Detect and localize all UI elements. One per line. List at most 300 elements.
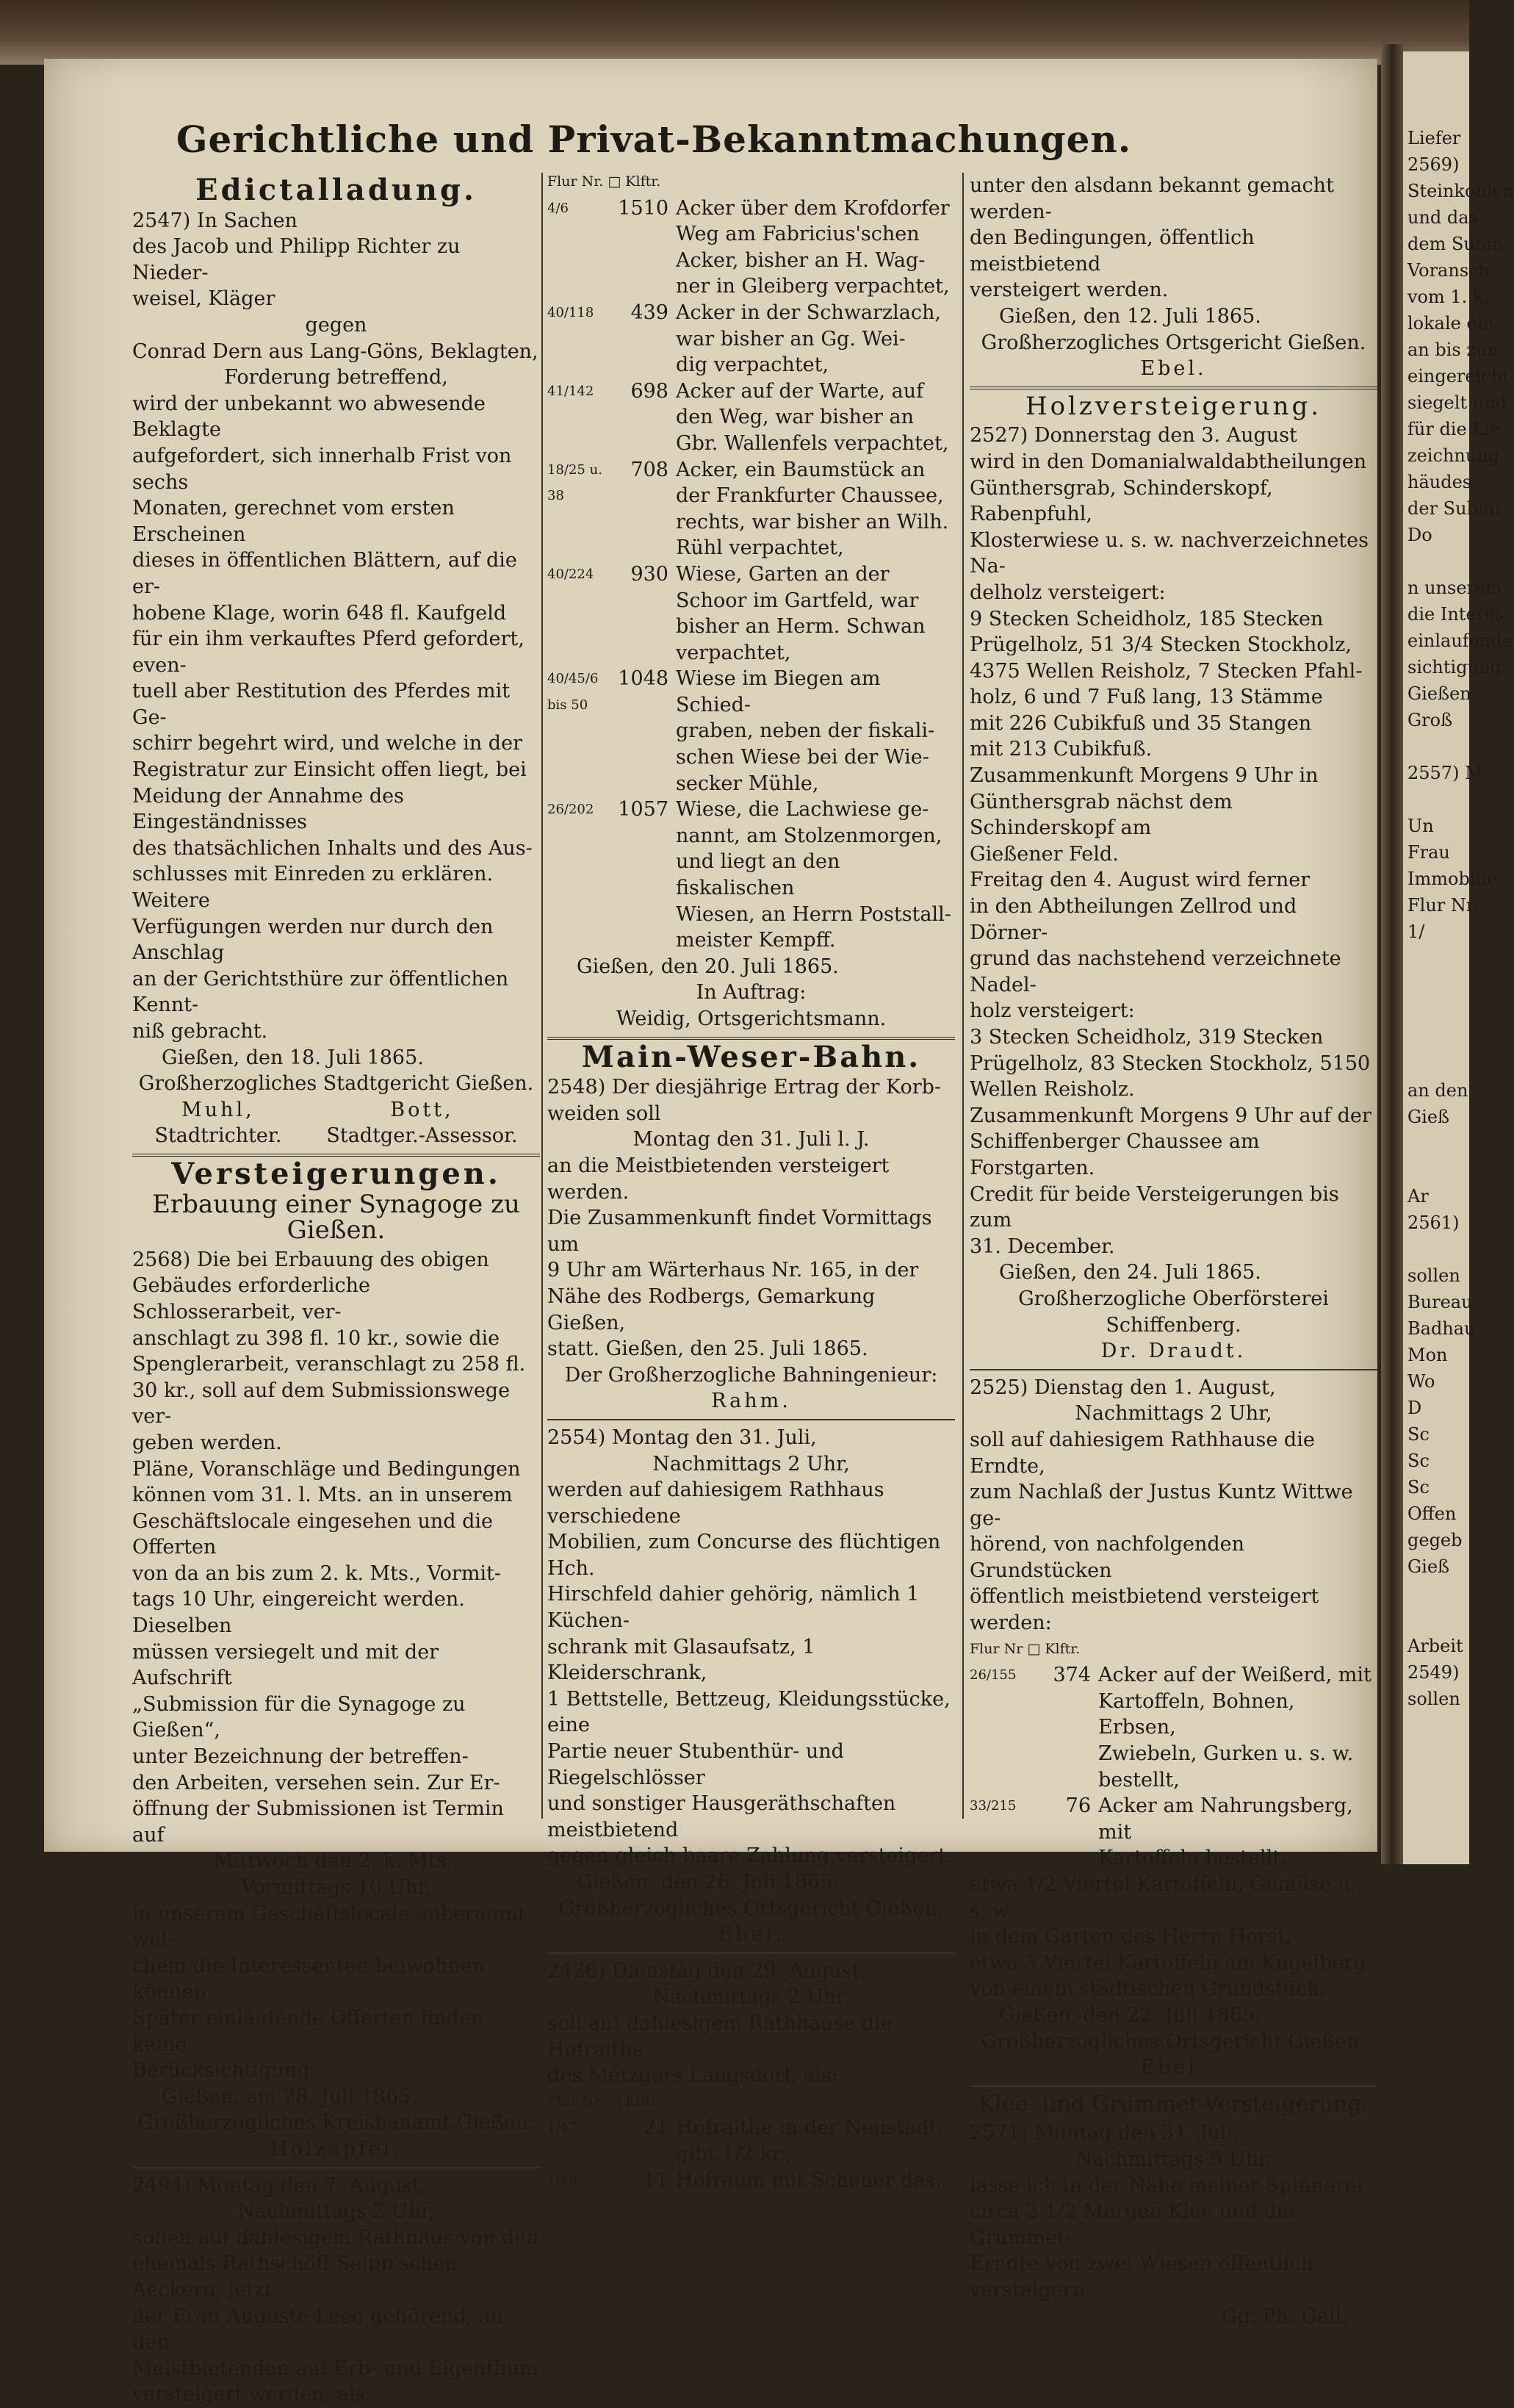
notice-divider xyxy=(132,2167,540,2168)
parcel-description-line: Weg am Fabricius'schen xyxy=(676,223,920,246)
parcel-flur: 4/6 xyxy=(547,200,569,216)
parcel-description xyxy=(676,561,955,666)
parcel-table xyxy=(970,1662,1377,1872)
parcel-size: 1048 xyxy=(618,667,668,691)
adjacent-page-line: an bis zun xyxy=(1407,339,1499,360)
text-line: Zusammenkunft Morgens 9 Uhr in xyxy=(970,764,1319,788)
parcel-table xyxy=(547,195,955,954)
parcel-description xyxy=(676,666,955,797)
parcel-description-line: nannt, am Stolzenmorgen, xyxy=(676,824,942,847)
parcel-row xyxy=(547,797,955,954)
parcel-size: 930 xyxy=(630,562,668,586)
text-line: für ein ihm verkauftes Pferd gefordert, even- xyxy=(132,628,525,677)
adjacent-page-line: siegelt und xyxy=(1407,392,1507,413)
text-line: 2527) Donnerstag den 3. August xyxy=(970,424,1297,448)
text-line: öffnung der Submissionen ist Termin auf xyxy=(132,1797,504,1847)
text-line: unter Bezeichnung der betreffen- xyxy=(132,1745,469,1769)
text-line: gegen xyxy=(305,313,367,337)
adjacent-page-line: D xyxy=(1407,1398,1422,1418)
text-line: Monaten, gerechnet vom ersten Erscheinen xyxy=(132,497,455,546)
parcel-size: 11 xyxy=(643,2168,668,2192)
railway-text xyxy=(547,1074,955,1362)
adjacent-page-line xyxy=(1403,548,1469,575)
text-line: Nachmittags 5 Uhr, xyxy=(1075,2147,1272,2171)
parcel-size: 708 xyxy=(630,458,668,481)
text-line: Nachmittags 2 Uhr, xyxy=(237,2200,435,2224)
text-line: 9 Uhr am Wärterhaus Nr. 165, in der xyxy=(547,1259,919,1282)
adjacent-page-text xyxy=(1403,51,1514,1712)
auctions-heading: Versteigerungen. xyxy=(171,1156,501,1191)
text-line: wird in den Domanialwaldabtheilungen xyxy=(970,450,1367,473)
text-line: von da an bis zum 2. k. Mts., Vormit- xyxy=(132,1561,502,1585)
adjacent-page-line: 2569) xyxy=(1407,154,1460,175)
column-middle xyxy=(547,169,955,2193)
text-line: 2426) Dienstag den 29. August, xyxy=(547,1959,866,1983)
adjacent-page-line: Groß xyxy=(1407,710,1453,730)
adjacent-page-line: zeichnung xyxy=(1407,445,1500,466)
adjacent-page-line: sollen xyxy=(1407,1265,1460,1286)
parcel-row xyxy=(547,195,955,300)
adjacent-page-line xyxy=(1403,1051,1469,1077)
clover-text xyxy=(970,2120,1377,2303)
parcel-description-line: bestellt, xyxy=(1098,1768,1180,1791)
text-line: Partie neuer Stubenthür- und Riegelschlösser xyxy=(547,1740,844,1789)
parcel-description-line: verpachtet, xyxy=(676,641,791,664)
adjacent-page-line: lokale ein xyxy=(1407,313,1494,334)
text-line: Günthersgrab nächst dem Schinderskopf am xyxy=(970,790,1233,840)
parcel-size: 1510 xyxy=(618,196,668,220)
text-line: statt. Gießen, den 25. Juli 1865. xyxy=(547,1337,868,1361)
adjacent-page-line: Gieß xyxy=(1407,1107,1450,1127)
parcel-row xyxy=(547,561,955,666)
wood-heading: Holzversteigerung. xyxy=(1025,391,1322,421)
text-line: Mobilien, zum Concurse des flüchtigen Hch. xyxy=(547,1531,941,1580)
text-line: Gebäudes erforderliche Schlosserarbeit, ver- xyxy=(132,1274,370,1323)
text-line: 2568) Die bei Erbauung des obigen xyxy=(132,1248,489,1271)
parcel-flur: 40/224 xyxy=(547,566,594,582)
edict-date: Gießen, den 18. Juli 1865. xyxy=(162,1046,424,1069)
parcel-description-line: gibt 1/2 kr., xyxy=(676,2142,793,2166)
signer-title: Stadtrichter. xyxy=(154,1124,282,1148)
notice-2525-signer: Ebel. xyxy=(1140,2056,1207,2080)
railway-heading: Main-Weser-Bahn. xyxy=(581,1039,921,1074)
adjacent-page-line: 1/ xyxy=(1407,921,1425,942)
parcel-description-line: der Frankfurter Chaussee, xyxy=(676,484,944,508)
text-line: 2525) Dienstag den 1. August, xyxy=(970,1376,1276,1399)
text-line: 2571) Montag den 31. Juli, xyxy=(970,2121,1239,2145)
notice-divider xyxy=(547,1952,955,1954)
text-line: schrank mit Glasaufsatz, 1 Kleiderschrank, xyxy=(547,1635,815,1685)
parcel-description-line: Acker auf der Warte, auf xyxy=(676,379,924,403)
text-line: tags 10 Uhr, eingereicht werden. Dieselben xyxy=(132,1588,465,1638)
column-left xyxy=(132,173,540,2408)
adjacent-page-line: Wo xyxy=(1407,1371,1435,1392)
parcel-description-line: Wiesen, an Herrn Poststall- xyxy=(676,902,951,926)
parcel-description-line: war bisher an Gg. Wei- xyxy=(676,327,906,351)
parcel-description-line: Gbr. Wallenfels verpachtet, xyxy=(676,431,949,455)
notice-2494-text xyxy=(132,2173,540,2408)
parcel-description-line: schen Wiese bei der Wie- xyxy=(676,746,929,769)
parcel-size: 698 xyxy=(630,379,668,403)
synagogue-date: Gießen, am 28. Juli 1865. xyxy=(162,2085,417,2108)
adjacent-page-line: Mon xyxy=(1407,1345,1448,1365)
parcel-description-line: rechts, war bisher an Wilh. xyxy=(676,510,949,533)
text-line: in unserem Geschäftslocale anberaumt, wel- xyxy=(132,1902,533,1952)
parcel-flur: 18/25 u. 38 xyxy=(547,461,602,504)
parcel-row xyxy=(970,1662,1377,1793)
text-line: Conrad Dern aus Lang-Göns, Beklagten, xyxy=(132,339,538,363)
text-line: 2554) Montag den 31. Juli, xyxy=(547,1426,817,1449)
adjacent-page-line: 2557) M xyxy=(1407,763,1483,783)
text-line: circa 2 1/2 Morgen Klee und die Grummet- xyxy=(970,2200,1295,2249)
text-line: 3 Stecken Scheidholz, 319 Stecken xyxy=(970,1026,1324,1049)
parcel-size: 76 xyxy=(1065,1794,1091,1818)
text-line: Nähe des Rodbergs, Gemarkung Gießen, xyxy=(547,1284,876,1334)
parcel-description-line: Acker über dem Krofdorfer xyxy=(676,196,950,220)
adjacent-page-line xyxy=(1403,1130,1469,1157)
text-line: weiden soll xyxy=(547,1101,661,1125)
parcel-description-line: Hofraum mit Scheuer das., xyxy=(676,2168,948,2192)
parcel-description-line: dig verpachtet, xyxy=(676,353,829,377)
parcel-description-line: ner in Gleiberg verpachtet, xyxy=(676,275,950,298)
adjacent-page-line: dem Subm xyxy=(1407,234,1503,254)
notice-2525-extra xyxy=(970,1872,1377,2002)
text-line: Verfügungen werden nur durch den Anschlag xyxy=(132,915,494,965)
notice-divider xyxy=(547,1419,955,1420)
wood-office: Großherzogliche Oberförsterei Schiffenberg. xyxy=(1018,1287,1329,1337)
adjacent-page-line: Un xyxy=(1407,816,1434,836)
notice-2554-date: Gießen, den 26. Juli 1865. xyxy=(577,1871,839,1894)
text-line: hobene Klage, worin 648 fl. Kaufgeld xyxy=(132,601,507,625)
signer-name: Muhl, xyxy=(181,1098,255,1121)
text-line: des Metzgers Langsdorf, als: xyxy=(547,2064,838,2088)
text-line: aufgefordert, sich innerhalb Frist von sechs xyxy=(132,444,512,494)
adjacent-page-line: Ar xyxy=(1407,1186,1429,1207)
parcel-flur: 26/202 xyxy=(547,802,594,818)
text-line: Pläne, Voranschläge und Bedingungen xyxy=(132,1457,521,1481)
text-line: 31. December. xyxy=(970,1234,1115,1258)
edict-heading: Edictalladung. xyxy=(195,173,477,207)
parcel-description xyxy=(1098,1662,1377,1793)
text-line: Die Zusammenkunft findet Vormittags um xyxy=(547,1207,932,1256)
text-line: 4375 Wellen Reisholz, 7 Stecken Pfahl- xyxy=(970,659,1363,683)
signature-block xyxy=(154,1097,281,1149)
text-line: zum Nachlaß der Justus Kuntz Wittwe ge- xyxy=(970,1481,1353,1530)
text-line: lasse ich in der Nähe meiner Spinnerei xyxy=(970,2174,1363,2197)
adjacent-page-line: Arbeit xyxy=(1407,1636,1463,1656)
parcel-description-line: Rühl verpachtet, xyxy=(676,536,844,560)
adjacent-page-line: eingereicht xyxy=(1407,366,1510,387)
text-line: Meistbietenden auf Erb- und Eigenthum xyxy=(132,2357,538,2380)
parcel-description xyxy=(676,378,955,457)
parcel-description-line: Wiese im Biegen am Schied- xyxy=(676,667,881,716)
text-line: niß gebracht. xyxy=(132,1020,268,1043)
adjacent-page-line: 2561) xyxy=(1407,1212,1460,1233)
text-line: Registratur zur Einsicht offen liegt, bei xyxy=(132,758,527,782)
text-line: in den Abtheilungen Zellrod und Dörner- xyxy=(970,895,1297,944)
page-masthead: Gerichtliche und Privat-Bekanntmachungen. xyxy=(176,118,1132,161)
parcel-row xyxy=(970,1793,1377,1872)
parcel-description-line: Wiese, Garten an der xyxy=(676,562,890,586)
adjacent-page-line: Badhau xyxy=(1407,1318,1476,1339)
parcel-description-line: Schoor im Gartfeld, war xyxy=(676,589,919,612)
parcel-description-line: Kartoffeln, Bohnen, Erbsen, xyxy=(1098,1689,1295,1739)
text-line: Meidung der Annahme des Eingeständnisses xyxy=(132,784,404,834)
text-line: holz, 6 und 7 Fuß lang, 13 Stämme xyxy=(970,686,1323,709)
text-line: 30 kr., soll auf dem Submissionswege ver- xyxy=(132,1379,511,1428)
text-line: 1 Bettstelle, Bettzeug, Kleidungsstücke, eine xyxy=(547,1687,951,1737)
text-line: 2547) In Sachen xyxy=(132,209,298,232)
parcel-description xyxy=(676,457,955,561)
adjacent-page-line: 2549) xyxy=(1407,1662,1460,1683)
text-line: geben werden. xyxy=(132,1431,282,1454)
text-line: Forderung betreffend, xyxy=(224,366,448,389)
text-line: delholz versteigert: xyxy=(970,581,1166,604)
text-line: Gießener Feld. xyxy=(970,842,1119,866)
railway-office: Der Großherzogliche Bahningenieur: xyxy=(564,1363,938,1387)
text-line: Prügelholz, 51 3/4 Stecken Stockholz, xyxy=(970,633,1352,657)
parcel-description-line: Acker auf der Weißerd, mit xyxy=(1098,1664,1371,1687)
parcel-description-line: Hofraithe in der Neustadt, xyxy=(676,2116,944,2140)
column-divider xyxy=(541,173,543,1819)
text-line: der Frau Auguste Leeo gehörend, an den xyxy=(132,2304,504,2354)
adjacent-page-line: Sc xyxy=(1407,1424,1430,1445)
wood-date: Gießen, den 24. Juli 1865. xyxy=(999,1261,1261,1284)
text-line: Nachmittags 2 Uhr, xyxy=(652,1985,850,2009)
parcel-table-header: Flur Nr. □ Klftr. xyxy=(547,2093,661,2110)
text-line: von einem städtischen Grundstück. xyxy=(970,1977,1326,2001)
text-line: Mittwoch den 2. k. Mts., xyxy=(212,1850,460,1873)
continued-date: Gießen, den 12. Juli 1865. xyxy=(999,304,1261,328)
clover-signer: Gg. Ph. Gail. xyxy=(1221,2304,1348,2328)
text-line: schirr begehrt wird, und welche in der xyxy=(132,732,522,755)
parcel-row xyxy=(547,2115,955,2167)
parcels-date: Gießen, den 20. Juli 1865. xyxy=(577,955,839,978)
clover-heading: Klee- und Grummet-Versteigerung. xyxy=(978,2091,1369,2117)
notice-2525-court: Großherzogliches Ortsgericht Gießen. xyxy=(981,2030,1366,2053)
text-line: des Jacob und Philipp Richter zu Nieder- xyxy=(132,235,461,284)
parcel-size: 374 xyxy=(1053,1664,1091,1687)
text-line: des thatsächlichen Inhalts und des Aus- xyxy=(132,836,533,860)
adjacent-page-line: Do xyxy=(1407,525,1432,545)
wood-text xyxy=(970,423,1377,1259)
parcel-flur: 33/215 xyxy=(970,1798,1017,1814)
parcel-description-line: meister Kempff. xyxy=(676,929,836,952)
text-line: Freitag den 4. August wird ferner xyxy=(970,869,1311,892)
parcel-flur: 40/118 xyxy=(547,304,594,320)
parcel-flur: 26/155 xyxy=(970,1667,1017,1683)
text-line: grund das nachstehend verzeichnete Nadel- xyxy=(970,947,1341,996)
parcel-description-line: Wiese, die Lachwiese ge- xyxy=(676,798,929,822)
adjacent-page-line xyxy=(1403,1024,1469,1051)
text-line: etwa 5 Viertel Kartoffeln am Kugelberg xyxy=(970,1951,1366,1974)
text-line: hörend, von nachfolgenden Grundstücken xyxy=(970,1533,1245,1582)
text-line: etwa 1/2 Viertel Kartoffeln, Gemüse u. s. w. xyxy=(970,1873,1357,1922)
signer-name: Bott, xyxy=(390,1098,454,1121)
text-line: an der Gerichtsthüre zur öffentlichen Kennt- xyxy=(132,967,509,1017)
text-line: Klosterwiese u. s. w. nachverzeichnetes Na- xyxy=(970,528,1369,578)
parcel-description xyxy=(676,2168,955,2194)
adjacent-page-line xyxy=(1403,971,1469,998)
text-line: Geschäftslocale eingesehen und die Offerten xyxy=(132,1509,493,1559)
parcel-description-line: Acker, bisher an H. Wag- xyxy=(676,248,926,272)
parcels-signer: Weidig, Ortsgerichtsmann. xyxy=(616,1007,887,1030)
text-line: Zusammenkunft Morgens 9 Uhr auf der xyxy=(970,1104,1371,1127)
section-divider xyxy=(547,1037,955,1040)
notice-divider xyxy=(970,2085,1377,2087)
parcel-description-line: graben, neben der fiskali- xyxy=(676,719,935,743)
parcel-row xyxy=(547,378,955,457)
book-edge xyxy=(0,0,1469,65)
adjacent-page-line: häudes, xyxy=(1407,472,1477,492)
parcel-row xyxy=(547,457,955,561)
notice-2525-text xyxy=(970,1375,1377,1636)
parcel-description-line: Acker in der Schwarzlach, xyxy=(676,301,941,324)
adjacent-page-line: Sc xyxy=(1407,1477,1430,1498)
notice-2554-signer: Ebel. xyxy=(718,1923,785,1947)
adjacent-page-line: Liefer xyxy=(1407,128,1461,148)
text-line: Hirschfeld dahier gehörig, nämlich 1 Küchen- xyxy=(547,1583,920,1633)
parcel-row xyxy=(547,666,955,797)
continued-court: Großherzogliches Ortsgericht Gießen. xyxy=(981,331,1366,354)
adjacent-page-line: Bureau xyxy=(1407,1292,1473,1312)
text-line: 2494) Montag den 7. August, xyxy=(132,2174,427,2197)
text-line: an die Meistbietenden versteigert werden. xyxy=(547,1154,890,1204)
adjacent-page-line: Flur Nr. xyxy=(1407,895,1479,916)
parcel-table xyxy=(547,2115,955,2193)
parcel-size: 439 xyxy=(630,301,668,324)
synagogue-signer: Holzapfel. xyxy=(270,2137,403,2160)
book-gutter xyxy=(1381,44,1403,1864)
continued-text xyxy=(970,173,1377,303)
notice-2426-text xyxy=(547,1958,955,2089)
text-line: Vormittags 10 Uhr, xyxy=(240,1876,432,1899)
parcel-flur: 1/47 xyxy=(547,2120,577,2136)
signature-block xyxy=(326,1097,517,1149)
parcel-description xyxy=(676,195,955,300)
text-line: werden auf dahiesigem Rathhaus verschiedene xyxy=(547,1478,884,1528)
text-line: Berücksichtigung. xyxy=(132,2059,317,2082)
text-line: müssen versiegelt und mit der Aufschrift xyxy=(132,1640,439,1690)
text-line: chem die Interessenten beiwohnen können. xyxy=(132,1954,486,2004)
parcel-description xyxy=(1098,1793,1377,1872)
wood-signer: Dr. Draudt. xyxy=(1100,1340,1247,1363)
edict-text xyxy=(132,208,540,1045)
text-line: 9 Stecken Scheidholz, 185 Stecken xyxy=(970,607,1324,630)
text-line: Credit für beide Versteigerungen bis zum xyxy=(970,1182,1339,1232)
continued-signer: Ebel. xyxy=(1140,357,1207,381)
parcel-description-line: bisher an Herm. Schwan xyxy=(676,615,926,639)
text-line: wird der unbekannt wo abwesende Beklagte xyxy=(132,392,486,442)
notice-2525-date: Gießen, den 22. Juli 1865. xyxy=(999,2003,1261,2027)
text-line: Günthersgrab, Schinderskopf, Rabenpfuhl, xyxy=(970,476,1273,526)
text-line: Erndte von zwei Wiesen öffentlich versteigern. xyxy=(970,2252,1313,2301)
adjacent-page-fragment xyxy=(1403,51,1514,1864)
text-line: den Bedingungen, öffentlich meistbietend xyxy=(970,226,1255,276)
text-line: Nachmittags 2 Uhr, xyxy=(1075,1402,1272,1426)
adjacent-page-line: einlaufende xyxy=(1407,630,1513,651)
synagogue-heading: Erbauung einer Synagoge zu Gießen. xyxy=(152,1189,520,1246)
text-line: versteigert werden, als: xyxy=(132,2383,372,2407)
text-line: Wellen Reisholz. xyxy=(970,1078,1135,1101)
text-line: anschlagt zu 398 fl. 10 kr., sowie die xyxy=(132,1326,500,1350)
adjacent-page-line: sichtigung. xyxy=(1407,657,1507,678)
adjacent-page-line: der Submi xyxy=(1407,498,1501,519)
text-line: Prügelholz, 83 Stecken Stockholz, 5150 xyxy=(970,1052,1371,1075)
adjacent-page-line xyxy=(1403,945,1469,971)
text-line: unter den alsdann bekannt gemacht werden- xyxy=(970,174,1334,223)
adjacent-page-line xyxy=(1403,1606,1469,1633)
section-divider xyxy=(970,387,1377,389)
parcel-description-line: Acker, ein Baumstück an xyxy=(676,458,926,481)
adjacent-page-line: die Interes xyxy=(1407,604,1504,625)
text-line: mit 226 Cubikfuß und 35 Stangen xyxy=(970,711,1312,735)
adjacent-page-line xyxy=(1403,1236,1469,1262)
parcel-flur: 41/142 xyxy=(547,383,594,399)
parcel-size: 1057 xyxy=(618,798,668,822)
text-line: holz versteigert: xyxy=(970,999,1135,1023)
parcel-description-line: den Weg, war bisher an xyxy=(676,406,915,429)
edict-court: Großherzogliches Stadtgericht Gießen. xyxy=(138,1072,534,1096)
signer-title: Stadtger.-Assessor. xyxy=(326,1124,518,1148)
adjacent-page-line: sollen xyxy=(1407,1689,1460,1709)
adjacent-page-line: und das xyxy=(1407,207,1478,228)
text-line: dieses in öffentlichen Blättern, auf die er- xyxy=(132,549,517,598)
text-line: 2548) Der diesjährige Ertrag der Korb- xyxy=(547,1076,942,1099)
column-right xyxy=(970,173,1377,2329)
adjacent-page-line: Frau xyxy=(1407,842,1450,863)
parcel-flur: 1/48 xyxy=(547,2172,577,2188)
parcel-row xyxy=(547,2168,955,2194)
text-line: soll auf dahiesigem Rathhause die Erndte, xyxy=(970,1428,1315,1478)
adjacent-page-line xyxy=(1403,998,1469,1024)
synagogue-text xyxy=(132,1247,540,2084)
adjacent-page-line: n unserem xyxy=(1407,578,1502,598)
text-line: ehemals Rathschöff Seipp'schen Aeckern, jetzt xyxy=(132,2252,458,2301)
edict-signatures xyxy=(132,1097,540,1149)
adjacent-page-line: Sc xyxy=(1407,1451,1430,1471)
text-line: den Arbeiten, versehen sein. Zur Er- xyxy=(132,1771,500,1794)
parcels-auftrag: In Auftrag: xyxy=(696,981,807,1004)
parcel-description xyxy=(676,2115,955,2167)
adjacent-page-line: vom 1. k. xyxy=(1407,287,1490,307)
adjacent-page-line xyxy=(1403,786,1469,813)
adjacent-page-line: Voransch xyxy=(1407,260,1490,281)
text-line: soll auf dahiesigem Rathhause die Hofraithe xyxy=(547,2011,893,2061)
parcel-table-header: Flur Nr. □ Klftr. xyxy=(547,173,661,190)
text-line: versteigert werden. xyxy=(970,278,1169,302)
adjacent-page-line: gegeb xyxy=(1407,1530,1463,1550)
parcel-description xyxy=(676,797,955,954)
text-line: Später einlaufende Offerten finden keine xyxy=(132,2006,484,2056)
text-line: öffentlich meistbietend versteigert werden: xyxy=(970,1585,1319,1635)
parcel-row xyxy=(547,300,955,378)
text-line: in dem Garten des Herrn Horst, xyxy=(970,1925,1292,1949)
parcel-description-line: und liegt an den fiskalischen xyxy=(676,850,840,900)
railway-signer: Rahm. xyxy=(711,1390,791,1413)
adjacent-page-line: Gießen, xyxy=(1407,683,1477,704)
adjacent-page-line xyxy=(1403,1580,1469,1606)
parcel-description-line: Acker am Nahrungsberg, mit xyxy=(1098,1794,1353,1844)
adjacent-page-line xyxy=(1403,1157,1469,1183)
parcel-size: 21 xyxy=(643,2116,668,2140)
text-line: weisel, Kläger xyxy=(132,287,275,311)
parcel-table-header: Flur Nr □ Klftr. xyxy=(970,1640,1081,1657)
text-line: können vom 31. l. Mts. an in unserem xyxy=(132,1484,513,1507)
parcel-description xyxy=(676,300,955,378)
column-divider xyxy=(962,173,964,1819)
adjacent-page-line: Gieß xyxy=(1407,1556,1450,1577)
